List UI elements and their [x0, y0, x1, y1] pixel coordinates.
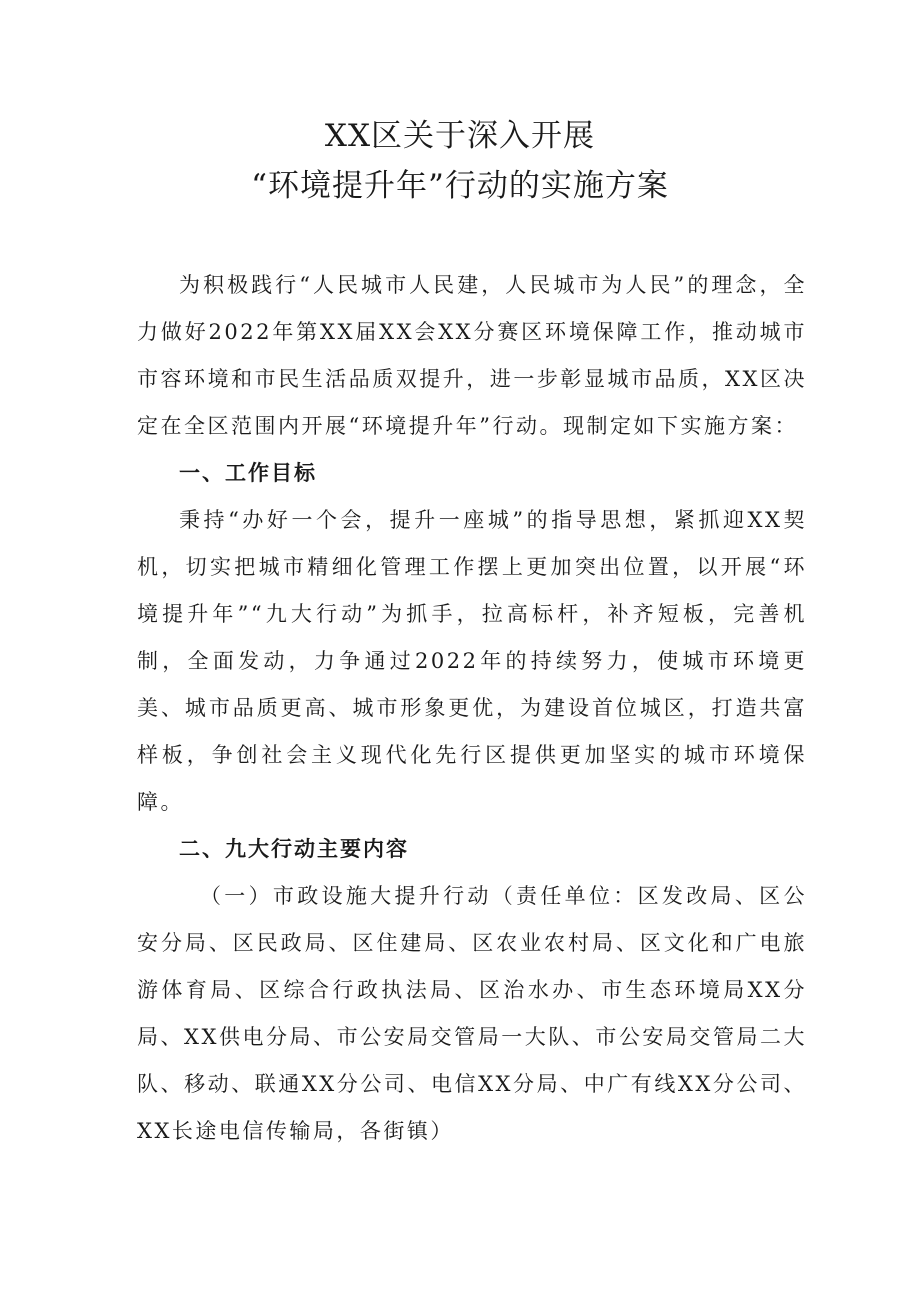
section-1-heading: 一、工作目标	[179, 461, 317, 485]
section-2-heading: 二、九大行动主要内容	[179, 837, 409, 861]
section-1-paragraph: 秉持“办好一个会，提升一座城”的指导思想，紧抓迎XX契机，切实把城市精细化管理工作摆上更加突出位置，以开展“环境提升年”“九大行动”为抓手，拉高标杆，补齐短板，完善机制，全面发动，力争通过2022年的持续努力，使城市环境更美、城市品质更高、城市形象更优，为建设首位城区，打造共富样板，争创社会主义现代化先行区提供更加坚实的城市环境保障。	[137, 508, 807, 814]
document-body	[137, 262, 807, 1155]
document-title-line-2: “环境提升年”行动的实施方案	[251, 168, 669, 204]
document-title-line-1: XX区关于深入开展	[324, 118, 596, 154]
section-2-item-1: （一）市政设施大提升行动（责任单位：区发改局、区公安分局、区民政局、区住建局、区农业农村局、区文化和广电旅游体育局、区综合行政执法局、区治水办、市生态环境局XX分局、XX供电分局、市公安局交管局一大队、市公安局交管局二大队、移动、联通XX分公司、电信XX分局、中广有线XX分公司、XX长途电信传输局，各街镇）	[137, 884, 807, 1143]
intro-paragraph: 为积极践行“人民城市人民建，人民城市为人民”的理念，全力做好2022年第XX届XX会XX分赛区环境保障工作，推动城市市容环境和市民生活品质双提升，进一步彰显城市品质，XX区决定在全区范围内开展“环境提升年”行动。现制定如下实施方案：	[137, 273, 807, 438]
